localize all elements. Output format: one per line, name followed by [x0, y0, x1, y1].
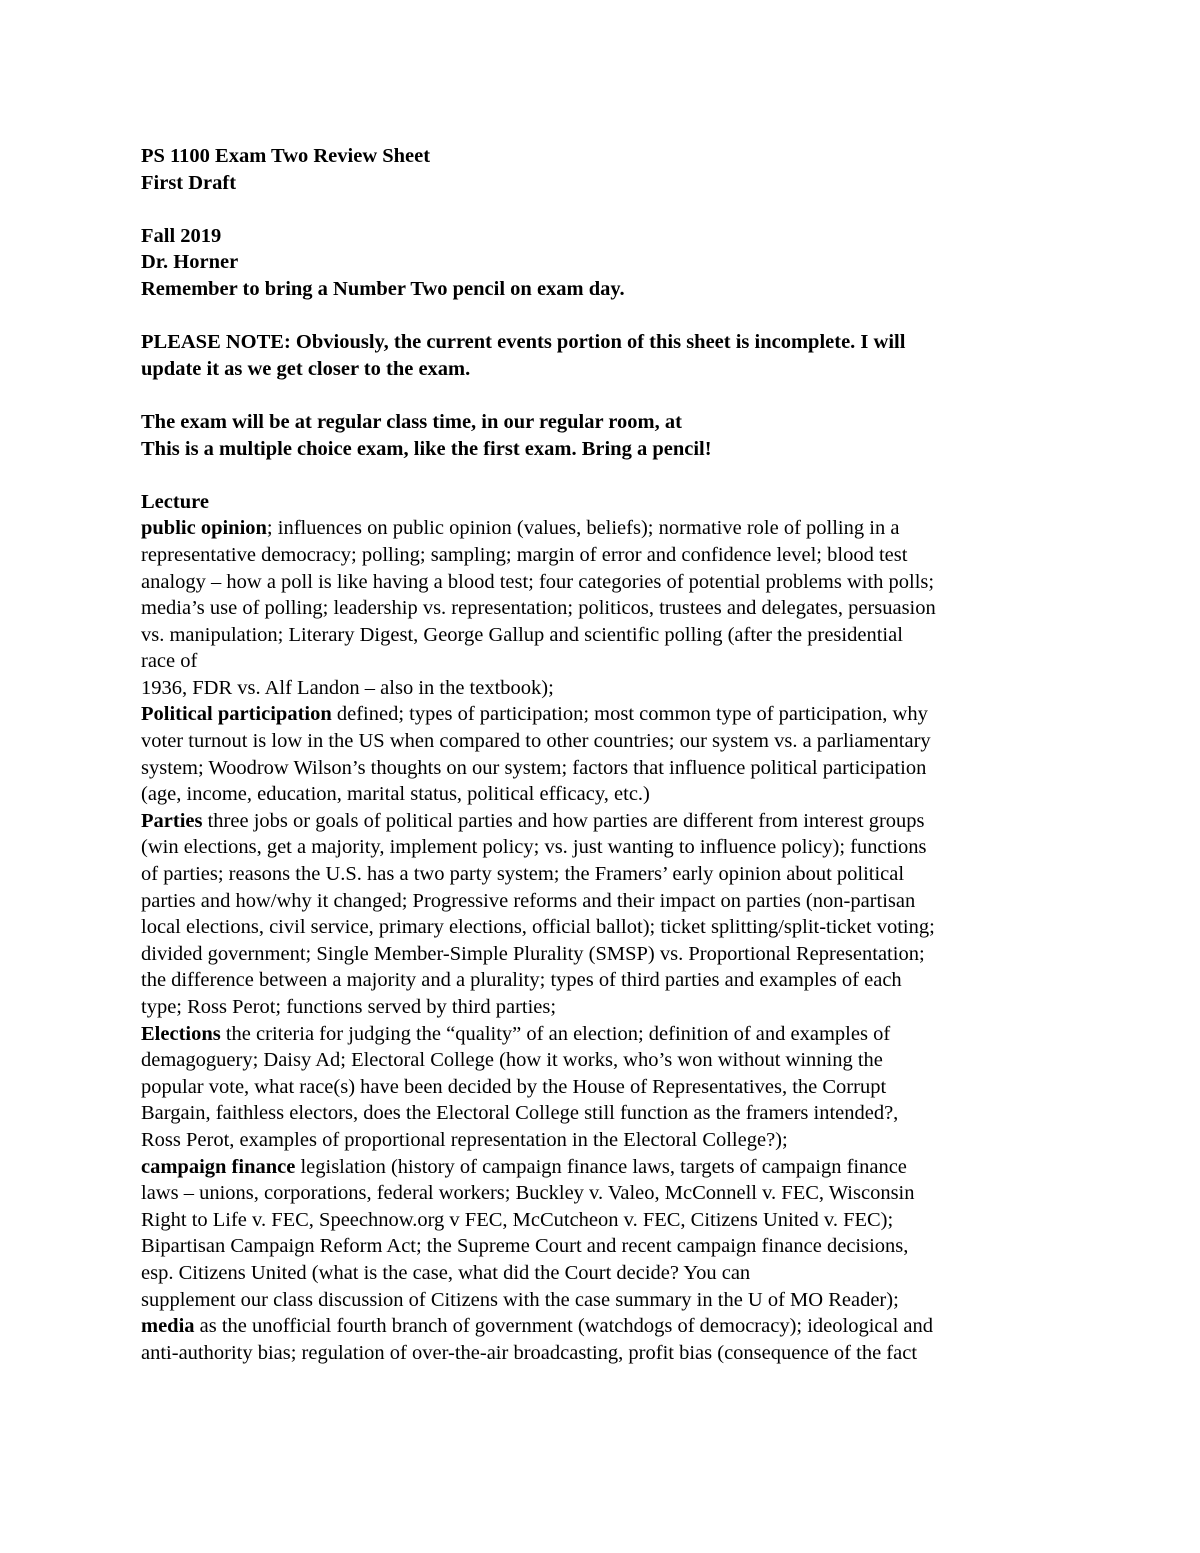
section-line: type; Ross Perot; functions served by third parties; — [141, 996, 557, 1018]
section-line: demagoguery; Daisy Ad; Electoral College (how it works, who’s won without winning the — [141, 1049, 883, 1072]
document-page — [141, 143, 1061, 1366]
section-line: parties and how/why it changed; Progressive reforms and their impact on parties (non-partisan — [141, 889, 916, 912]
section-line: Ross Perot, examples of proportional representation in the Electoral College?); — [141, 1128, 788, 1151]
section-line — [141, 808, 1061, 835]
section-line: Bargain, faithless electors, does the Electoral College still function as the framers intended?, — [141, 1102, 899, 1125]
section-line: supplement our class discussion of Citizens with the case summary in the U of MO Reader); — [141, 1288, 899, 1311]
section-lead-campaign-finance: campaign finance — [141, 1155, 296, 1178]
document-title: PS 1100 Exam Two Review Sheet — [141, 145, 431, 167]
section-line: race of — [141, 650, 198, 673]
section-line: vs. manipulation; Literary Digest, George Gallup and scientific polling (after the presidential — [141, 623, 903, 646]
section-line: local elections, civil service, primary elections, official ballot); ticket splitting/split-ticket voting; — [141, 916, 935, 939]
section-campaign-finance — [141, 1154, 1061, 1314]
pencil-reminder: Remember to bring a Number Two pencil on exam day. — [141, 277, 625, 300]
section-text: legislation (history of campaign finance laws, targets of campaign finance — [295, 1155, 907, 1178]
exam-info-line-2: This is a multiple choice exam, like the first exam. Bring a pencil! — [141, 437, 712, 460]
section-line — [141, 1021, 1061, 1048]
section-line: (age, income, education, marital status, political efficacy, etc.) — [141, 783, 650, 806]
note-line-1: PLEASE NOTE: Obviously, the current events portion of this sheet is incomplete. I will — [141, 331, 906, 354]
section-line: divided government; Single Member-Simple Plurality (SMSP) vs. Proportional Representation; — [141, 942, 925, 965]
section-line: of parties; reasons the U.S. has a two party system; the Framers’ early opinion about political — [141, 863, 905, 886]
spacer — [141, 303, 1061, 330]
section-participation — [141, 701, 1061, 807]
section-elections — [141, 1021, 1061, 1154]
lecture-heading: Lecture — [141, 490, 209, 513]
section-line: representative democracy; polling; sampling; margin of error and confidence level; blood test — [141, 543, 908, 566]
section-line — [141, 1313, 1061, 1340]
section-line — [141, 515, 1061, 542]
section-text: the criteria for judging the “quality” of an election; definition of and examples of — [220, 1022, 891, 1045]
section-line: Right to Life v. FEC, Speechnow.org v FEC, McCutcheon v. FEC, Citizens United v. FEC); — [141, 1208, 894, 1231]
section-line — [141, 1154, 1061, 1181]
section-public-opinion — [141, 515, 1061, 701]
spacer — [141, 382, 1061, 409]
instructor-name: Dr. Horner — [141, 251, 239, 274]
section-line: popular vote, what race(s) have been decided by the House of Representatives, the Corrupt — [141, 1075, 887, 1098]
spacer — [141, 196, 1061, 223]
section-text: ; influences on public opinion (values, beliefs); normative role of polling in a — [266, 517, 900, 540]
exam-info-line-1: The exam will be at regular class time, in our regular room, at — [141, 410, 682, 433]
section-line: Bipartisan Campaign Reform Act; the Supreme Court and recent campaign finance decisions, — [141, 1235, 909, 1258]
section-lead-parties: Parties — [141, 809, 203, 832]
section-line: system; Woodrow Wilson’s thoughts on our system; factors that influence political participation — [141, 756, 927, 779]
section-line: laws – unions, corporations, federal workers; Buckley v. Valeo, McConnell v. FEC, Wisconsin — [141, 1182, 915, 1205]
section-line — [141, 701, 1061, 728]
section-lead-elections: Elections — [141, 1022, 221, 1045]
section-lead-media: media — [141, 1315, 195, 1338]
section-line: (win elections, get a majority, implement policy; vs. just wanting to influence policy); functions — [141, 836, 927, 859]
term-label: Fall 2019 — [141, 224, 222, 247]
section-text: as the unofficial fourth branch of government (watchdogs of democracy); ideological and — [194, 1315, 934, 1338]
section-parties — [141, 808, 1061, 1021]
section-text: defined; types of participation; most common type of participation, why — [331, 703, 928, 726]
note-line-2: update it as we get closer to the exam. — [141, 357, 471, 380]
section-line: anti-authority bias; regulation of over-the-air broadcasting, profit bias (consequence of the fact — [141, 1341, 918, 1364]
spacer — [141, 462, 1061, 489]
section-line: esp. Citizens United (what is the case, what did the Court decide? You can — [141, 1261, 751, 1284]
section-line: analogy – how a poll is like having a blood test; four categories of potential problems with polls; — [141, 570, 935, 593]
section-lead-public-opinion: public opinion — [141, 517, 267, 540]
section-line: the difference between a majority and a plurality; types of third parties and examples of each — [141, 969, 902, 992]
draft-label: First Draft — [141, 171, 237, 194]
section-text: three jobs or goals of political parties and how parties are different from interest groups — [202, 809, 925, 832]
section-line: voter turnout is low in the US when compared to other countries; our system vs. a parliamentary — [141, 730, 931, 753]
section-media — [141, 1313, 1061, 1366]
section-line: media’s use of polling; leadership vs. representation; politicos, trustees and delegates, persuasion — [141, 597, 936, 620]
section-lead-participation: Political participation — [141, 703, 332, 726]
section-line: 1936, FDR vs. Alf Landon – also in the textbook); — [141, 676, 554, 699]
